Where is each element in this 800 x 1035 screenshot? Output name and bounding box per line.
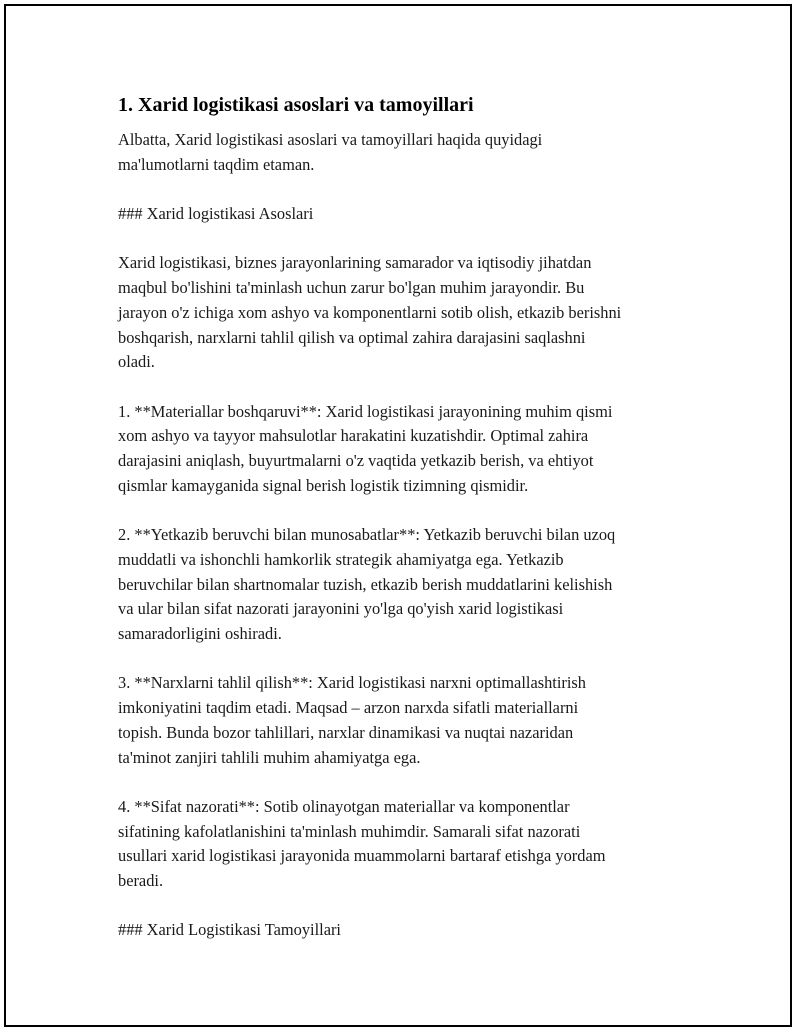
list-item-suppliers: 2. **Yetkazib beruvchi bilan munosabatlar**: Yetkazib beruvchi bilan uzoq muddatli va ishonchli hamkorlik strategik ahamiyatga ega. Yetkazib beruvchilar bilan shartnomalar tuzish, etkazib berish muddatlarini kelishish va ular bilan sifat nazorati jarayonini yo'lga qo'yish xarid logistikasi samaradorligini oshiradi. bbox=[118, 525, 616, 643]
intro-paragraph: Albatta, Xarid logistikasi asoslari va tamoyillari haqida quyidagi ma'lumotlarni taqdim etaman. bbox=[118, 130, 543, 174]
list-item-quality: 4. **Sifat nazorati**: Sotib olinayotgan materiallar va komponentlar sifatining kafolatlanishini ta'minlash muhimdir. Samarali sifat nazorati usullari xarid logistikasi jarayonida muammolarni bartaraf etishga yordam beradi. bbox=[118, 796, 606, 890]
list-item-prices: 3. **Narxlarni tahlil qilish**: Xarid logistikasi narxni optimallashtirish imkoniyatini taqdim etadi. Maqsad – arzon narxda sifatli materiallarni topish. Bunda bozor tahlillari, narxlar dinamikasi va nuqtai nazaridan ta'minot zanjiri tahlili muhim ahamiyatga ega. bbox=[118, 673, 586, 767]
overview-paragraph: Xarid logistikasi, biznes jarayonlarining samarador va iqtisodiy jihatdan maqbul bo'lishini ta'minlash uchun zarur bo'lgan muhim jarayondir. Bu jarayon o'z ichiga xom ashyo va komponentlarni sotib olish, etkazib berishni boshqarish, narxlarni tahlil qilish va optimal zahira darajasini saqlashni oladi. bbox=[118, 253, 622, 372]
section-heading-tamoyillari: ### Xarid Logistikasi Tamoyillari bbox=[118, 920, 341, 940]
list-item-materials: 1. **Materiallar boshqaruvi**: Xarid logistikasi jarayonining muhim qismi xom ashyo va tayyor mahsulotlar harakatini kuzatishdir. Optimal zahira darajasini aniqlash, buyurtmalarni o'z vaqtida yetkazib berish, va ehtiyot qismlar kamayganida signal berish logistik tizimning qismidir. bbox=[118, 401, 613, 495]
section-heading-asoslari: ### Xarid logistikasi Asoslari bbox=[118, 204, 314, 224]
document-body bbox=[118, 92, 698, 943]
document-heading: 1. Xarid logistikasi asoslari va tamoyillari bbox=[118, 94, 474, 116]
